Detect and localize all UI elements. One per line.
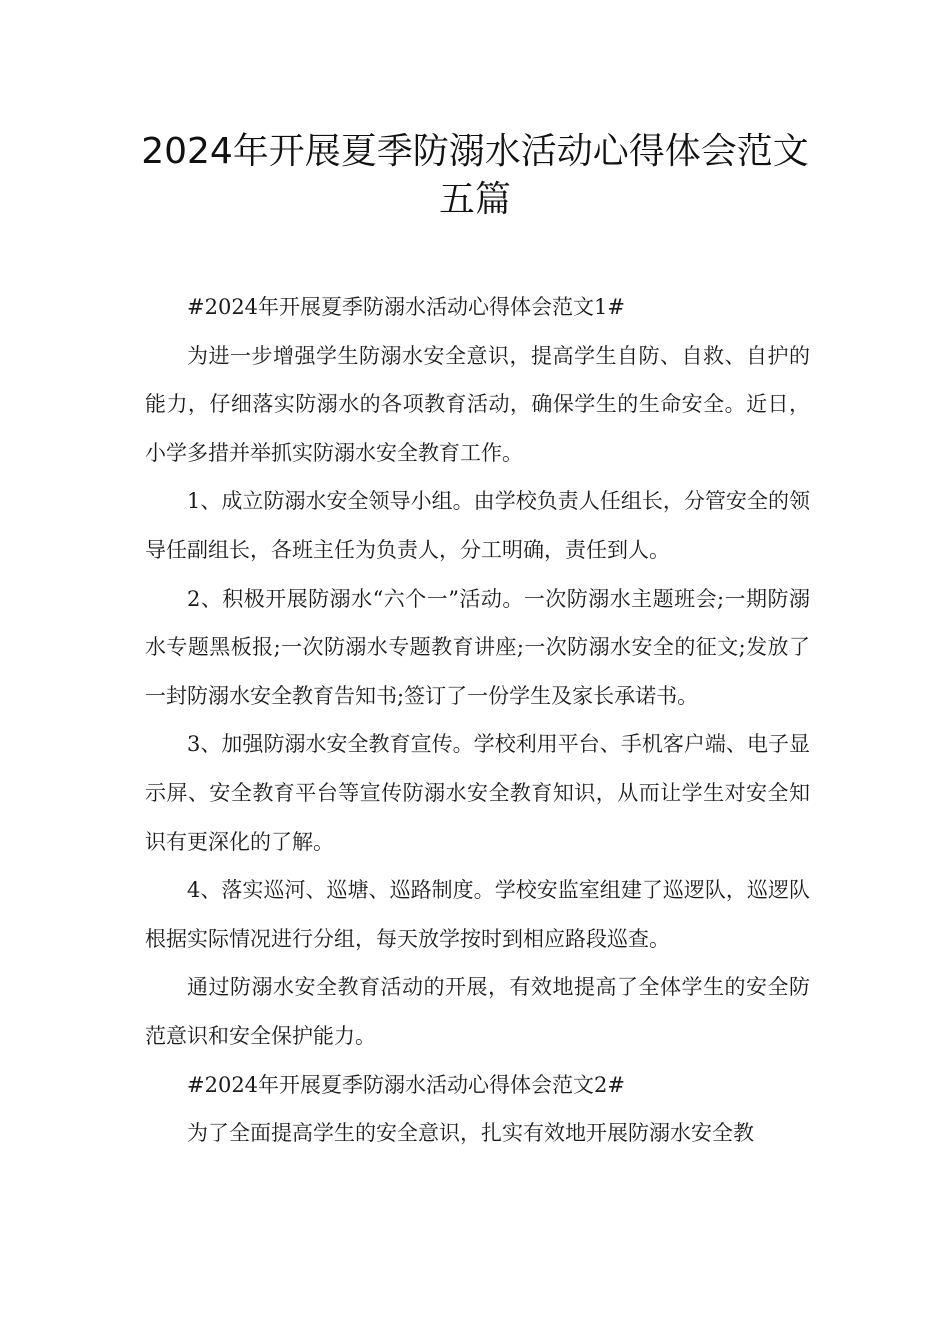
section-heading-2: #2024年开展夏季防溺水活动心得体会范文2#	[187, 1072, 625, 1097]
paragraph-item-4: 4、落实巡河、巡塘、巡路制度。学校安监室组建了巡逻队，巡逻队根据实际情况进行分组，每天放学按时到相应路段巡查。	[145, 878, 810, 951]
paragraph-section-2-intro: 为了全面提高学生的安全意识，扎实有效地开展防溺水安全教	[187, 1121, 754, 1146]
document-title: 2024年开展夏季防溺水活动心得体会范文五篇	[141, 131, 809, 220]
paragraph-intro: 为进一步增强学生防溺水安全意识，提高学生自防、自救、自护的能力，仔细落实防溺水的各项教育活动，确保学生的生命安全。近日，小学多措并举抓实防溺水安全教育工作。	[145, 343, 810, 465]
paragraph-conclusion: 通过防溺水安全教育活动的开展，有效地提高了全体学生的安全防范意识和安全保护能力。	[145, 975, 810, 1048]
paragraph-item-1: 1、成立防溺水安全领导小组。由学校负责人任组长，分管安全的领导任副组长，各班主任为负责人，分工明确，责任到人。	[145, 489, 810, 562]
section-heading-1: #2024年开展夏季防溺水活动心得体会范文1#	[187, 295, 625, 319]
paragraph-item-3: 3、加强防溺水安全教育宣传。学校利用平台、手机客户端、电子显示屏、安全教育平台等宣传防溺水安全教育知识，从而让学生对安全知识有更深化的了解。	[145, 732, 810, 854]
document-body	[145, 283, 810, 1158]
paragraph-item-2: 2、积极开展防溺水“六个一”活动。一次防溺水主题班会;一期防溺水专题黑板报;一次防溺水专题教育讲座;一次防溺水安全的征文;发放了一封防溺水安全教育告知书;签订了一份学生及家长承诺书。	[145, 586, 810, 708]
